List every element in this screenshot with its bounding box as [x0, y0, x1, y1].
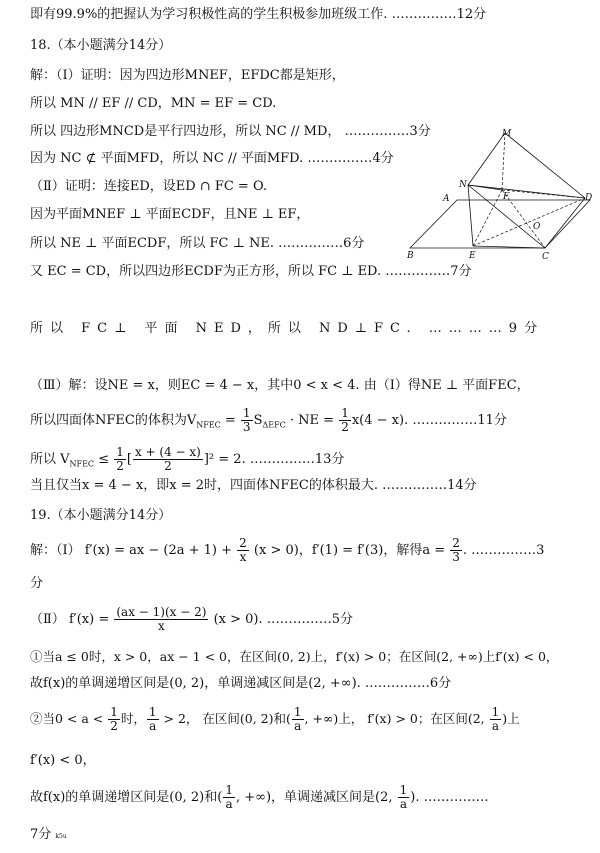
text-line: （Ⅲ）解：设NE = x，则EC = 4 − x，其中0 < x < 4. 由（Ⅰ）得NE ⊥ 平面FEC，: [30, 378, 530, 393]
label-m: M: [502, 129, 512, 139]
edge-md: [505, 133, 585, 198]
text-line: 又 EC = CD，所以四边形ECDF为正方形，所以 FC ⊥ ED. ……………7分: [30, 264, 472, 279]
text-line: 当且仅当x = 4 − x，即x = 2时，四面体NFEC的体积最大. ……………14分: [30, 478, 477, 493]
text-line: 因为 NC ⊄ 平面MFD，所以 NC // 平面MFD. ……………4分: [30, 151, 394, 166]
label-n: N: [459, 180, 467, 190]
base-plane: [410, 200, 590, 248]
formula-line: 解：（Ⅰ） f′(x) = ax − (2a + 1) + $\frac{2}{x}$ (x > 0)，f′(1) = f′(3)，解得a = $\frac{2}{3}$ . ……………3: [30, 536, 545, 564]
formula-line: 所以四面体NFEC的体积为$V_{NFEC}$ = $\frac{1}{3}$ $S_{\Delta EFC}$ · NE = $\frac{1}{2}$ x(4 − x). ……………11分: [30, 406, 507, 434]
edge-fe: [473, 190, 502, 246]
label-d: D: [585, 193, 593, 203]
edge-ed: [473, 198, 585, 246]
label-c: C: [542, 252, 549, 262]
text-line: 所以 四边形MNCD是平行四边形，所以 NC // MD， ……………3分: [30, 124, 431, 139]
formula-line: （Ⅱ） f′(x) = $\frac{(ax - 1)(x - 2)}{x}$ (x > 0). ……………5分: [30, 605, 354, 633]
formula-line: 所以 $V_{NFEC}$ ≤ $\frac{1}{2}$ [ $\frac{x + (4 - x)}{2}$ ]² = 2. ……………13分: [30, 445, 345, 473]
text-line: 解：（Ⅰ）证明：因为四边形MNEF，EFDC都是矩形，: [30, 68, 345, 83]
edge-ne: [468, 185, 473, 246]
geometry-figure: [405, 128, 595, 263]
text-line: ①当a ≤ 0时，x > 0，ax − 1 < 0，在区间(0, 2)上，f′(x) > 0；在区间(2, +∞)上f′(x) < 0，: [30, 649, 559, 664]
text-line: 所以 NE ⊥ 平面ECDF，所以 FC ⊥ NE. ……………6分: [30, 236, 365, 251]
text-line: 分: [30, 576, 44, 591]
text-line: 故f(x)的单调递增区间是(0, 2)，单调递减区间是(2, +∞). ……………6分: [30, 676, 452, 691]
text-line: 所以 MN // EF // CD，MN = EF = CD.: [30, 96, 277, 111]
formula-line: 故f(x)的单调递增区间是(0, 2)和( $\frac{1}{a}$ , +∞)，单调递减区间是(2, $\frac{1}{a}$ ). ……………: [30, 783, 489, 811]
problem-18-heading: 18.（本小题满分14分）: [30, 38, 172, 53]
problem-19-heading: 19.（本小题满分14分）: [30, 508, 172, 523]
label-a: A: [443, 194, 450, 204]
edge-nm: [468, 133, 505, 185]
text-line: f′(x) < 0，: [30, 753, 96, 768]
label-e: E: [469, 251, 476, 261]
edge-cd: [545, 198, 585, 248]
label-o: O: [533, 222, 541, 232]
text-line: 因为平面MNEF ⊥ 平面ECDF，且NE ⊥ EF，: [30, 207, 310, 222]
label-f: F: [503, 192, 510, 202]
text-line: （Ⅱ）证明：连接ED，设ED ∩ FC = O.: [30, 179, 267, 194]
label-b: B: [407, 251, 414, 261]
edge-fd: [502, 190, 585, 198]
formula-line: ②当0 < a < $\frac{1}{2}$ 时， $\frac{1}{a}$ > 2， 在区间(0, 2)和( $\frac{1}{a}$ , +∞)上， f′(x) > 0；在区间(2, $\frac{1}{a}$ )上: [30, 705, 520, 733]
text-line: 所以 FC⊥ 平面 NED，所以 ND⊥FC. …………9分: [30, 321, 545, 336]
edge-fm: [502, 133, 505, 190]
text-line: 7分 k5u: [30, 827, 67, 842]
text-line: 即有99.9%的把握认为学习积极性高的学生积极参加班级工作. ……………12分: [30, 7, 487, 22]
